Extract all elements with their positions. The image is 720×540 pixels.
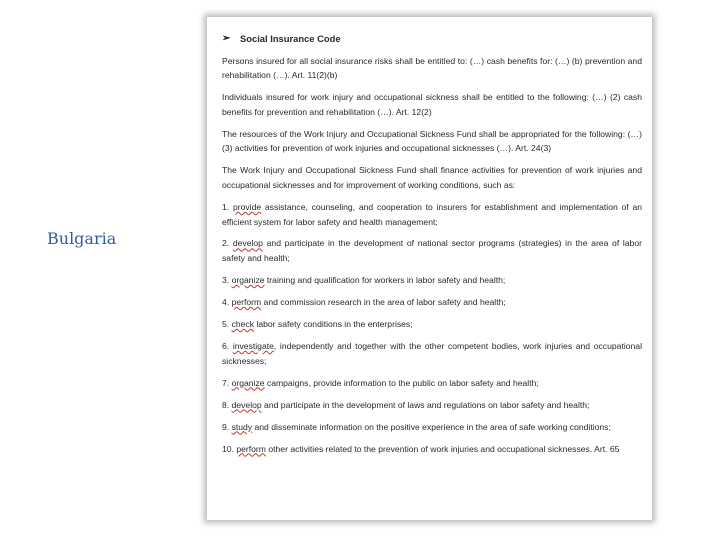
list-item <box>222 420 642 435</box>
item-number: 8. <box>222 399 230 410</box>
list-item <box>222 295 642 310</box>
paragraph-art-11: Persons insured for all social insurance risks shall be entitled to: (…) cash benefits for: (…) (b) prevention and rehabilitation (…). Art. 11(2)(b) <box>222 55 642 81</box>
document-title <box>222 32 642 47</box>
list-item <box>222 376 642 391</box>
list-item <box>222 200 642 229</box>
list-item <box>222 442 642 457</box>
item-verb: perform <box>231 297 262 308</box>
item-text: labor safety conditions in the enterprises; <box>254 319 413 330</box>
item-text: other activities related to the prevention of work injuries and occupational sicknesses. Art. 65 <box>265 443 620 454</box>
item-verb: provide <box>232 201 262 212</box>
document-title-text: Social Insurance Code <box>240 33 341 44</box>
item-text: and disseminate information on the positive experience in the area of safe working conditions; <box>252 421 611 432</box>
country-label: Bulgaria <box>47 229 117 248</box>
item-verb: check <box>231 319 255 330</box>
list-item <box>222 339 642 368</box>
item-verb: study <box>231 421 253 432</box>
item-verb: investigate <box>232 341 274 352</box>
document-excerpt <box>207 17 652 520</box>
item-text: , independently and together with the other competent bodies, work injuries and occupational sicknesses; <box>222 341 642 366</box>
item-number: 10. <box>222 443 234 454</box>
item-number: 2. <box>222 238 230 249</box>
item-text: and participate in the development of national sector programs (strategies) in the area of labor safety and health; <box>222 238 642 264</box>
item-verb: develop <box>231 399 262 410</box>
item-verb: develop <box>232 238 263 249</box>
item-text: training and qualification for workers in labor safety and health; <box>264 275 506 286</box>
item-number: 3. <box>222 275 230 286</box>
paragraph-art-12: Individuals insured for work injury and occupational sickness shall be entitled to the following: (…) (2) cash benefits for prevention and rehabilitation (…). Art. 12(2) <box>222 92 642 117</box>
arrow-bullet-icon: ➢ <box>222 33 231 44</box>
item-verb: perform <box>236 443 266 454</box>
item-verb: organize <box>231 377 265 388</box>
item-number: 4. <box>222 297 230 308</box>
paragraph-art-24: The resources of the Work Injury and Occupational Sickness Fund shall be appropriated for the following: (…) (3) activities for prevention of work injuries and occupational sicknesses (…). Art. 24(3) <box>222 128 642 154</box>
item-number: 5. <box>222 319 230 330</box>
list-item <box>222 236 642 265</box>
list-item <box>222 273 642 288</box>
item-verb: organize <box>231 275 265 286</box>
item-text: and commission research in the area of labor safety and health; <box>261 297 506 308</box>
item-text: campaigns, provide information to the public on labor safety and health; <box>264 377 539 388</box>
item-number: 9. <box>222 421 230 432</box>
item-text: assistance, counseling, and cooperation to insurers for establishment and implementation of an efficient system for labor safety and health management; <box>222 201 643 227</box>
item-number: 6. <box>222 341 230 352</box>
list-item <box>222 317 642 332</box>
list-item <box>222 398 642 413</box>
item-number: 7. <box>222 377 230 388</box>
item-number: 1. <box>222 201 230 212</box>
item-text: and participate in the development of laws and regulations on labor safety and health; <box>261 399 590 410</box>
paragraph-fund-activities: The Work Injury and Occupational Sickness Fund shall finance activities for prevention of work injuries and occupational sicknesses and for improvement of working conditions, such as: <box>222 165 642 190</box>
